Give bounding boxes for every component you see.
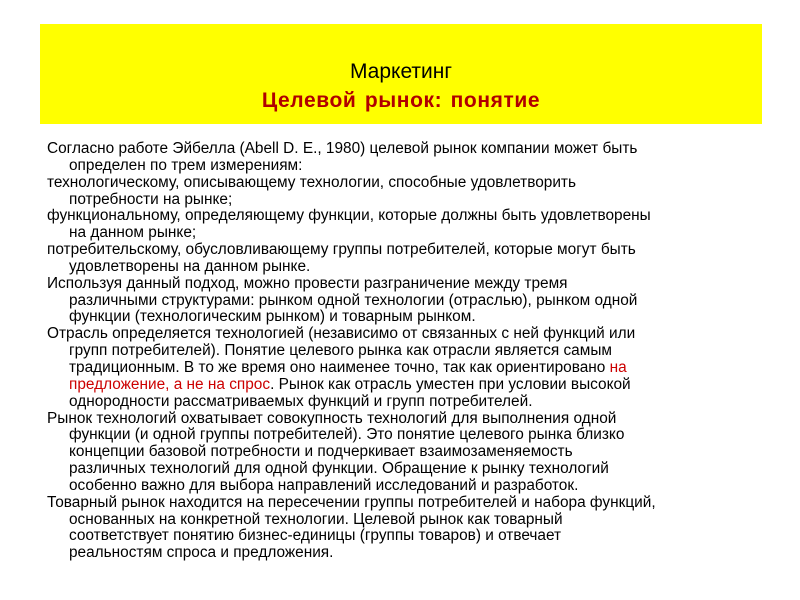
text-segment: . Рынок как отрасль уместен при условии высокой (270, 375, 631, 393)
text-line (47, 360, 767, 377)
text-line: Согласно работе Эйбелла (Abell D. E., 1980) целевой рынок компании может быть (47, 140, 638, 157)
text-line: однородности рассматриваемых функций и групп потребителей. (69, 392, 533, 410)
highlighted-text: предложение, а не на спрос (69, 375, 271, 393)
text-line: реальностям спроса и предложения. (69, 544, 334, 562)
title-banner (40, 24, 762, 124)
slide-subtitle: Целевой рынок: понятие (261, 89, 541, 112)
paragraph-technology-market (47, 411, 767, 495)
text-line: особенно важно для выбора направлений исследований и разработок. (69, 476, 579, 494)
paragraph-three-structures (47, 276, 767, 327)
text-line: различных технологий для одной функции. Обращение к рынку технологий (69, 460, 609, 478)
slide-body (47, 141, 767, 562)
text-line: Товарный рынок находится на пересечении группы потребителей и набора функций, (47, 493, 656, 511)
text-line: технологическому, описывающему технологии, способные удовлетворить (47, 173, 576, 191)
paragraph-abell-definition (47, 141, 767, 175)
text-line: определен по трем измерениям: (69, 156, 303, 174)
text-line: потребительскому, обусловливающему группы потребителей, которые могут быть (47, 241, 636, 259)
paragraph-industry (47, 326, 767, 410)
text-line: Используя данный подход, можно провести разграничение между тремя (47, 274, 568, 292)
text-line: потребности на рынке; (69, 190, 233, 208)
text-line: на данном рынке; (69, 224, 197, 242)
paragraph-consumer-dimension (47, 242, 767, 276)
text-line: Рынок технологий охватывает совокупность технологий для выполнения одной (47, 409, 617, 427)
text-line: групп потребителей). Понятие целевого рынка как отрасли является самым (69, 342, 612, 360)
text-line (47, 377, 767, 394)
paragraph-technological-dimension (47, 175, 767, 209)
slide-title: Маркетинг (349, 60, 453, 83)
text-line: соответствует понятию бизнес-единицы (группы товаров) и отвечает (69, 527, 562, 545)
text-line: различными структурами: рынком одной технологии (отраслью), рынком одной (69, 291, 638, 309)
text-line: удовлетворены на данном рынке. (69, 257, 311, 275)
text-line: концепции базовой потребности и подчеркивает взаимозаменяемость (69, 443, 573, 461)
text-line: функции (технологическим рынком) и товарным рынком. (69, 308, 476, 326)
text-line: функции (и одной группы потребителей). Это понятие целевого рынка близко (69, 426, 625, 444)
paragraph-product-market (47, 495, 767, 562)
text-line: функциональному, определяющему функции, которые должны быть удовлетворены (47, 207, 651, 225)
highlighted-text: на (609, 358, 627, 376)
text-segment: традиционным. В то же время оно наименее точно, так как ориентировано (69, 358, 610, 376)
text-line: основанных на конкретной технологии. Целевой рынок как товарный (69, 510, 563, 528)
paragraph-functional-dimension (47, 208, 767, 242)
text-line: Отрасль определяется технологией (независимо от связанных с ней функций или (47, 325, 636, 343)
